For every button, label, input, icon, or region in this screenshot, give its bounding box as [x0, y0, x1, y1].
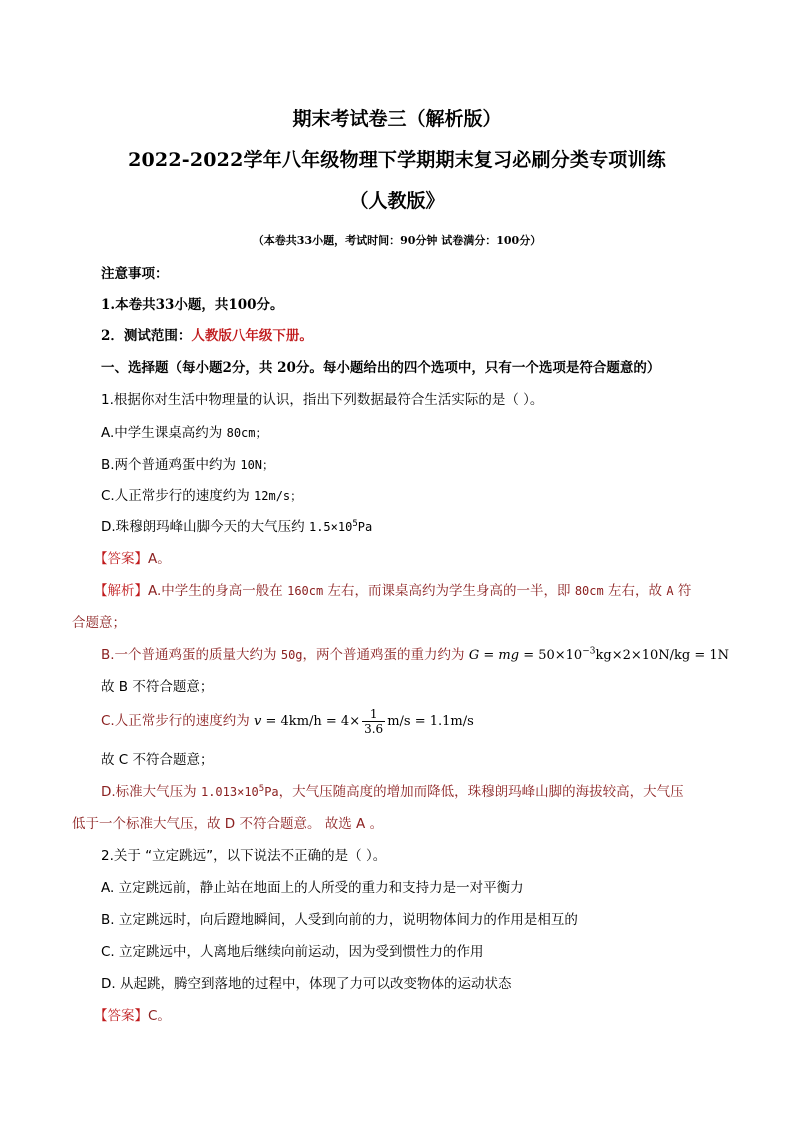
question-1-option-d: [101, 515, 372, 535]
option-d-value: $1.5\times 10^5Pa$: [308, 519, 373, 534]
option-a-text: A.中学生课桌高约为: [101, 425, 223, 441]
answer-label: 【答案】: [94, 1008, 148, 1024]
document-edition: （人教版》: [349, 190, 445, 212]
analysis-a-line-1: 【解析】A.中学生的身高一般在 160cm 左右，而课桌高约为学生身高的一半，即 80cm 左右，故 A 符: [94, 583, 692, 599]
analysis-b-line-2: 故 B 不符合题意；: [101, 679, 214, 695]
document-subtitle-series: 2022-2022学年八年级物理下学期期末复习必刷分类专项训练: [128, 149, 666, 171]
question-1-answer: [94, 547, 171, 567]
section-heading: 一、选择题（每小题2分，共 20分。每小题给出的四个选项中，只有一个选项是符合题意的）: [101, 360, 661, 376]
analysis-b-line-1: B.一个普通鸡蛋的质量大约为 50g，两个普通鸡蛋的重力约为 G = mg = $50\times 10^{-3}kg\times 2\times 10N/kg = 1N$: [101, 646, 730, 663]
question-2-option-d: D. 从起跳，腾空到落地的过程中，体现了力可以改变物体的运动状态: [101, 976, 512, 992]
option-a-value: 80cm；: [226, 426, 268, 440]
analysis-c-line-1: C.人正常步行的速度约为 v = 4km/h = 4× $\frac{1}{3.6}$ m/s = 1.1m/s: [101, 707, 474, 736]
option-b-value: 10N；: [240, 458, 275, 472]
notes-item-2-value: 人教版八年级下册。: [191, 328, 313, 344]
analysis-a-line-2: 合题意；: [72, 615, 126, 631]
formula-weight: G = mg = $50\times 10^{-3}kg\times 2\times 10N/kg = 1N$: [468, 646, 730, 663]
answer-value: C。: [148, 1008, 171, 1024]
option-c-value: 12m/s；: [254, 489, 303, 503]
notes-item-1: 1.本卷共33小题，共100分。: [101, 297, 284, 313]
formula-speed: v = 4km/h = 4× $\frac{1}{3.6}$ m/s = 1.1m/s: [254, 707, 474, 736]
analysis-label: 【解析】: [94, 583, 148, 599]
question-1-option-a: [101, 421, 268, 441]
exam-info: （本卷共33小题，考试时间：90分钟 试卷满分：100分）: [252, 234, 542, 247]
notes-item-2-prefix: 2．测试范围：: [101, 328, 192, 344]
question-1-option-c: [101, 484, 302, 504]
question-1-option-b: [101, 453, 274, 473]
fraction: $\frac{1}{3.6}$: [364, 707, 384, 736]
question-2-answer: [94, 1004, 171, 1024]
answer-value: A。: [148, 551, 171, 567]
question-2-option-c: C. 立定跳远中，人离地后继续向前运动，因为受到惯性力的作用: [101, 944, 484, 960]
analysis-c-line-2: 故 C 不符合题意；: [101, 752, 214, 768]
document-title: 期末考试卷三（解析版）: [292, 108, 502, 130]
question-2-stem: 2.关于 “立定跳远”，以下说法不正确的是（ ）。: [101, 848, 387, 864]
question-1-stem: 1.根据你对生活中物理量的认识，指出下列数据最符合生活实际的是（ ）。: [101, 392, 544, 408]
notes-heading: 注意事项：: [101, 266, 169, 282]
option-c-text: C.人正常步行的速度约为: [101, 488, 250, 504]
analysis-d-line-1: D.标准大气压为 $1.013\times 10^5Pa$，大气压随高度的增加而降低，珠穆朗玛峰山脚的海拔较高，大气压: [101, 784, 684, 800]
analysis-d-line-2: 低于一个标准大气压，故 D 不符合题意。 故选 A 。: [72, 816, 384, 832]
option-b-text: B.两个普通鸡蛋中约为: [101, 457, 237, 473]
question-2-option-a: A. 立定跳远前，静止站在地面上的人所受的重力和支持力是一对平衡力: [101, 880, 524, 896]
option-d-text: D.珠穆朗玛峰山脚今天的大气压约: [101, 519, 305, 535]
notes-item-2: [101, 324, 313, 344]
answer-label: 【答案】: [94, 551, 148, 567]
question-2-option-b: B. 立定跳远时，向后蹬地瞬间，人受到向前的力，说明物体间力的作用是相互的: [101, 912, 578, 928]
